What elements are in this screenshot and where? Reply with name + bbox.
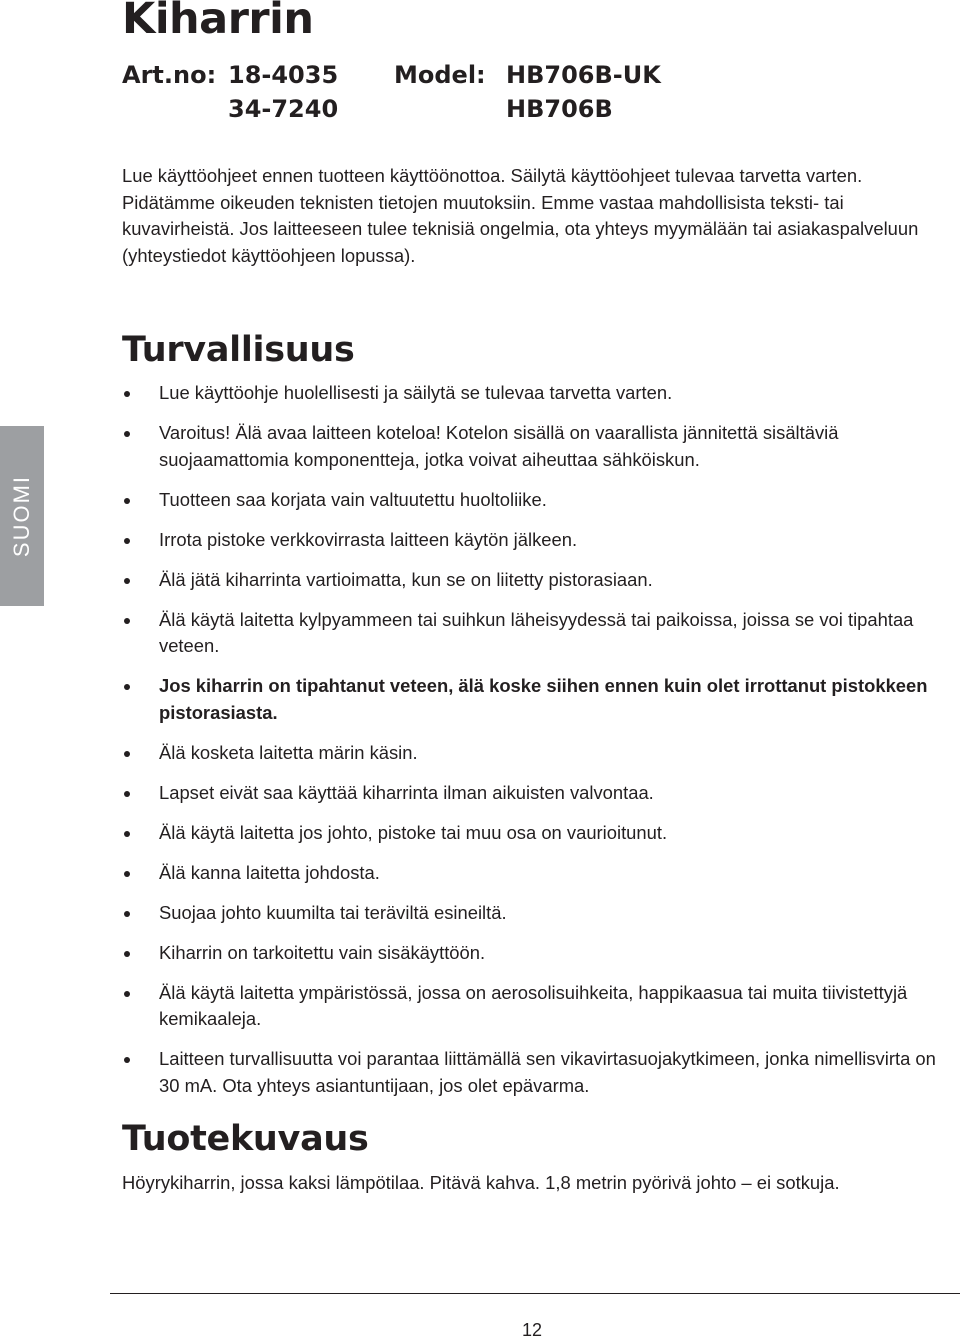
safety-item: [122, 820, 957, 847]
safety-item: [122, 567, 957, 594]
safety-item: [122, 740, 957, 767]
safety-list: [122, 380, 957, 1113]
safety-item: [122, 487, 957, 514]
safety-item: [122, 607, 957, 660]
safety-item-text: Kiharrin on tarkoitettu vain sisäkäyttöön.: [159, 941, 486, 963]
safety-item-text: Suojaa johto kuumilta tai teräviltä esineiltä.: [159, 901, 507, 923]
safety-item-text: Varoitus! Älä avaa laitteen koteloa! Kotelon sisällä on vaarallista jännitettä sisältäviä suojaamattomia komponentteja, jotka voivat aiheuttaa sähköiskun.: [159, 422, 839, 470]
language-label: SUOMI: [9, 474, 34, 558]
bullet-icon: [124, 871, 130, 877]
bullet-icon: [124, 618, 130, 624]
safety-item-text: Lue käyttöohje huolellisesti ja säilytä se tulevaa tarvetta varten.: [159, 382, 673, 403]
bullet-icon: [124, 538, 130, 544]
safety-item: [122, 527, 957, 554]
model-number-2: HB706B: [506, 95, 613, 123]
bullet-icon: [124, 498, 130, 504]
document-title: Kiharrin: [122, 0, 314, 44]
art-number-1: 18-4035: [228, 61, 339, 89]
safety-item-text: Tuotteen saa korjata vain valtuutettu huoltoliike.: [159, 488, 547, 510]
page-number: 12: [521, 1320, 543, 1340]
safety-item-text: Lapset eivät saa käyttää kiharrinta ilman aikuisten valvontaa.: [159, 781, 654, 803]
safety-item: [122, 900, 957, 927]
art-no-label: Art.no:: [122, 61, 217, 89]
bullet-icon: [124, 951, 130, 957]
model-number-1: HB706B-UK: [506, 61, 661, 89]
bullet-icon: [124, 791, 130, 797]
product-description-text: Höyrykiharrin, jossa kaksi lämpötilaa. Pitävä kahva. 1,8 metrin pyörivä johto – ei sotkuja.: [122, 1172, 840, 1193]
bullet-icon: [124, 991, 130, 997]
intro-paragraph: Lue käyttöohjeet ennen tuotteen käyttöönottoa. Säilytä käyttöohjeet tulevaa tarvetta varten. Pidätämme oikeuden teknisten tietojen muutoksiin. Emme vastaa mahdollisista teksti- tai kuvavirheistä. Jos laitteeseen tulee teknisiä ongelmia, ota yhteys myymälään tai asiakaspalveluun (yhteystiedot käyttöohjeen lopussa).: [122, 165, 919, 266]
safety-item-text: Älä kanna laitetta johdosta.: [159, 861, 380, 883]
bullet-icon: [124, 751, 130, 757]
safety-item-text: Laitteen turvallisuutta voi parantaa liittämällä sen vikavirtasuojakytkimeen, jonka nimellisvirta on 30 mA. Ota yhteys asiantuntijaan, jos olet epävarma.: [159, 1048, 936, 1096]
safety-item-text: Älä käytä laitetta kylpyammeen tai suihkun läheisyydessä tai paikoissa, joissa se voi tipahtaa veteen.: [159, 608, 914, 656]
bullet-icon: [124, 391, 130, 397]
bullet-icon: [124, 1057, 130, 1063]
safety-item-text: Älä käytä laitetta ympäristössä, jossa on aerosolisuihkeita, happikaasua tai muita tiivistettyjä kemikaaleja.: [159, 981, 908, 1029]
model-label: Model:: [394, 61, 486, 89]
safety-item-text: Älä käytä laitetta jos johto, pistoke tai muu osa on vaurioitunut.: [159, 821, 668, 843]
safety-item: [122, 780, 957, 807]
safety-item: [122, 980, 957, 1033]
safety-item-warning: [122, 673, 957, 726]
footer-divider: [110, 1293, 960, 1294]
bullet-icon: [124, 684, 130, 690]
art-number-2: 34-7240: [228, 95, 339, 123]
safety-item: [122, 940, 957, 967]
product-description-heading: Tuotekuvaus: [122, 1119, 369, 1159]
bullet-icon: [124, 831, 130, 837]
safety-item: [122, 860, 957, 887]
language-side-tab: [0, 426, 44, 606]
safety-heading: Turvallisuus: [122, 330, 355, 370]
safety-item-text: Älä kosketa laitetta märin käsin.: [159, 741, 418, 763]
safety-item-text: Irrota pistoke verkkovirrasta laitteen käytön jälkeen.: [159, 528, 578, 550]
bullet-icon: [124, 578, 130, 584]
safety-item: [122, 380, 957, 407]
safety-item-text: Älä jätä kiharrinta vartioimatta, kun se on liitetty pistorasiaan.: [159, 568, 653, 590]
bullet-icon: [124, 911, 130, 917]
bullet-icon: [124, 431, 130, 437]
safety-item-text: Jos kiharrin on tipahtanut veteen, älä koske siihen ennen kuin olet irrottanut pistokkeen pistorasiasta.: [159, 675, 928, 723]
safety-item: [122, 1046, 957, 1099]
safety-item: [122, 420, 957, 473]
